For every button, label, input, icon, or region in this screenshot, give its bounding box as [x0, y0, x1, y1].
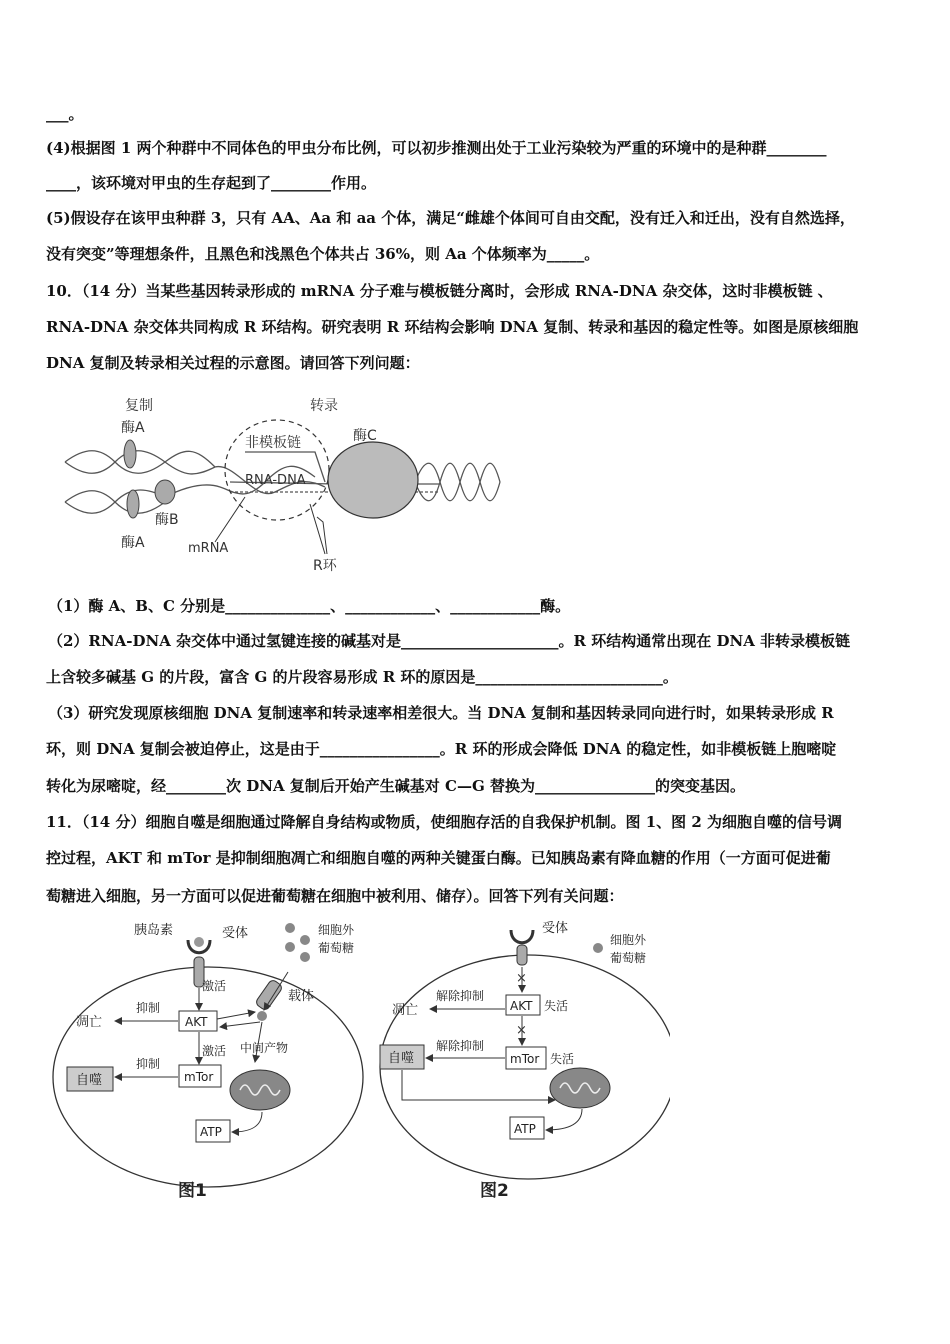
fig2-autophagy: 自噬 — [388, 1051, 415, 1066]
q10-sub3b: 环，则 DNA 复制会被迫停止，这是由于________________。R 环的形成会降低 DNA 的稳定性，如非模板链上胞嘧啶 — [46, 740, 837, 758]
label-nontemplate: 非模板链 — [245, 435, 301, 451]
fig1-receptor: 受体 — [222, 926, 249, 941]
q11-line2: 控过程，AKT 和 mTor 是抑制细胞凋亡和细胞自噬的两种关键蛋白酶。已知胰岛素有降血糖的作用（一方面可促进葡 — [46, 849, 831, 867]
label-rloop: R环 — [313, 558, 337, 574]
label-enzyme-a-bottom: 酶A — [121, 535, 145, 551]
enzyme-a-top-shape — [124, 440, 136, 468]
fig1-autophagy: 自噬 — [76, 1073, 103, 1088]
fig2-inactive2: 失活 — [550, 1052, 575, 1066]
q10-sub2a: （2）RNA-DNA 杂交体中通过氢键连接的碱基对是_____________________。R 环结构通常出现在 DNA 非转录模板链 — [48, 632, 851, 650]
q11-line3: 萄糖进入细胞，另一方面可以促进葡萄糖在细胞中被利用、储存）。回答下列有关问题： — [46, 887, 624, 905]
fig1-atp: ATP — [200, 1125, 222, 1139]
label-transcription: 转录 — [310, 398, 338, 414]
fig1-akt: AKT — [185, 1015, 208, 1029]
fig1-insulin: 胰岛素 — [134, 923, 174, 938]
q10-sub1: （1）酶 A、B、C 分别是______________、____________、____________酶。 — [48, 597, 571, 615]
fig2-inactive1: 失活 — [544, 999, 569, 1013]
q10-sub3a: （3）研究发现原核细胞 DNA 复制速率和转录速率相差很大。当 DNA 复制和基因转录同向进行时，如果转录形成 R — [48, 704, 834, 722]
q9-line4: 没有突变”等理想条件，且黑色和浅黑色个体共占 36%，则 Aa 个体频率为_____。 — [46, 245, 600, 263]
fig2-glucose-l1: 细胞外 — [610, 933, 647, 947]
fig2-atp: ATP — [514, 1122, 536, 1136]
dna-replication-transcription-figure — [55, 392, 505, 577]
label-replication: 复制 — [125, 398, 153, 414]
q9-line3: (5)假设存在该甲虫种群 3，只有 AA、Aa 和 aa 个体，满足“雌雄个体间可自由交配，没有迁入和迁出，没有自然选择， — [46, 209, 855, 227]
fig1-intermediate: 中间产物 — [240, 1041, 289, 1055]
fig2-caption: 图2 — [480, 1181, 509, 1201]
q10-line2: RNA-DNA 杂交体共同构成 R 环结构。研究表明 R 环结构会影响 DNA 复制、转录和基因的稳定性等。如图是原核细胞 — [46, 318, 859, 336]
label-mrna: mRNA — [188, 541, 229, 556]
fig1-glucose-l1: 细胞外 — [318, 923, 355, 937]
fig1-glucose-l2: 葡萄糖 — [318, 941, 355, 955]
fig1-inhibit2: 抑制 — [136, 1057, 161, 1071]
q9-line2: ____，该环境对甲虫的生存起到了________作用。 — [46, 174, 377, 192]
fig2-akt: AKT — [510, 999, 533, 1013]
svg-text:×: × — [516, 971, 527, 986]
q9-line1: (4)根据图 1 两个种群中不同体色的甲虫分布比例，可以初步推测出处于工业污染较为严重的环境中的是种群________ — [46, 139, 827, 157]
q10-line3: DNA 复制及转录相关过程的示意图。请回答下列问题： — [46, 354, 420, 372]
fig2-mtor: mTor — [510, 1052, 540, 1066]
fig1-carrier: 载体 — [288, 989, 315, 1004]
enzyme-b-shape — [155, 480, 175, 504]
label-enzyme-b: 酶B — [155, 512, 179, 528]
fig1-activate2: 激活 — [202, 1044, 227, 1058]
label-enzyme-c: 酶C — [353, 428, 377, 444]
enzyme-c-shape — [328, 442, 418, 518]
label-rnadna: RNA-DNA — [245, 473, 306, 488]
q11-line1: 11．（14 分）细胞自噬是细胞通过降解自身结构或物质，使细胞存活的自我保护机制。图 1、图 2 为细胞自噬的信号调 — [46, 813, 843, 831]
fig2-receptor: 受体 — [542, 921, 569, 936]
fig1-activate1: 激活 — [202, 979, 227, 993]
fig2-apoptosis: 凋亡 — [392, 1003, 419, 1018]
autophagy-figure-1 — [50, 912, 370, 1212]
fig1-apoptosis: 凋亡 — [76, 1015, 103, 1030]
svg-text:×: × — [516, 1023, 527, 1038]
fig2-glucose-l2: 葡萄糖 — [610, 951, 647, 965]
fig1-mtor: mTor — [184, 1070, 214, 1084]
fig1-caption: 图1 — [178, 1181, 207, 1201]
q9-line0: ___。 — [46, 105, 84, 123]
autophagy-figure-2 — [370, 912, 670, 1212]
q10-sub3c: 转化为尿嘧啶，经________次 DNA 复制后开始产生碱基对 C—G 替换为________________的突变基因。 — [46, 777, 745, 795]
enzyme-a-bottom-shape — [127, 490, 139, 518]
fig1-inhibit1: 抑制 — [136, 1001, 161, 1015]
q10-sub2b: 上含较多碱基 G 的片段，富含 G 的片段容易形成 R 环的原因是_________________________。 — [46, 668, 678, 686]
fig2-release2: 解除抑制 — [436, 1039, 485, 1053]
q10-line1: 10．（14 分）当某些基因转录形成的 mRNA 分子难与模板链分离时，会形成 RNA-DNA 杂交体，这时非模板链 、 — [46, 282, 833, 300]
label-enzyme-a-top: 酶A — [121, 420, 145, 436]
fig2-release1: 解除抑制 — [436, 989, 485, 1003]
